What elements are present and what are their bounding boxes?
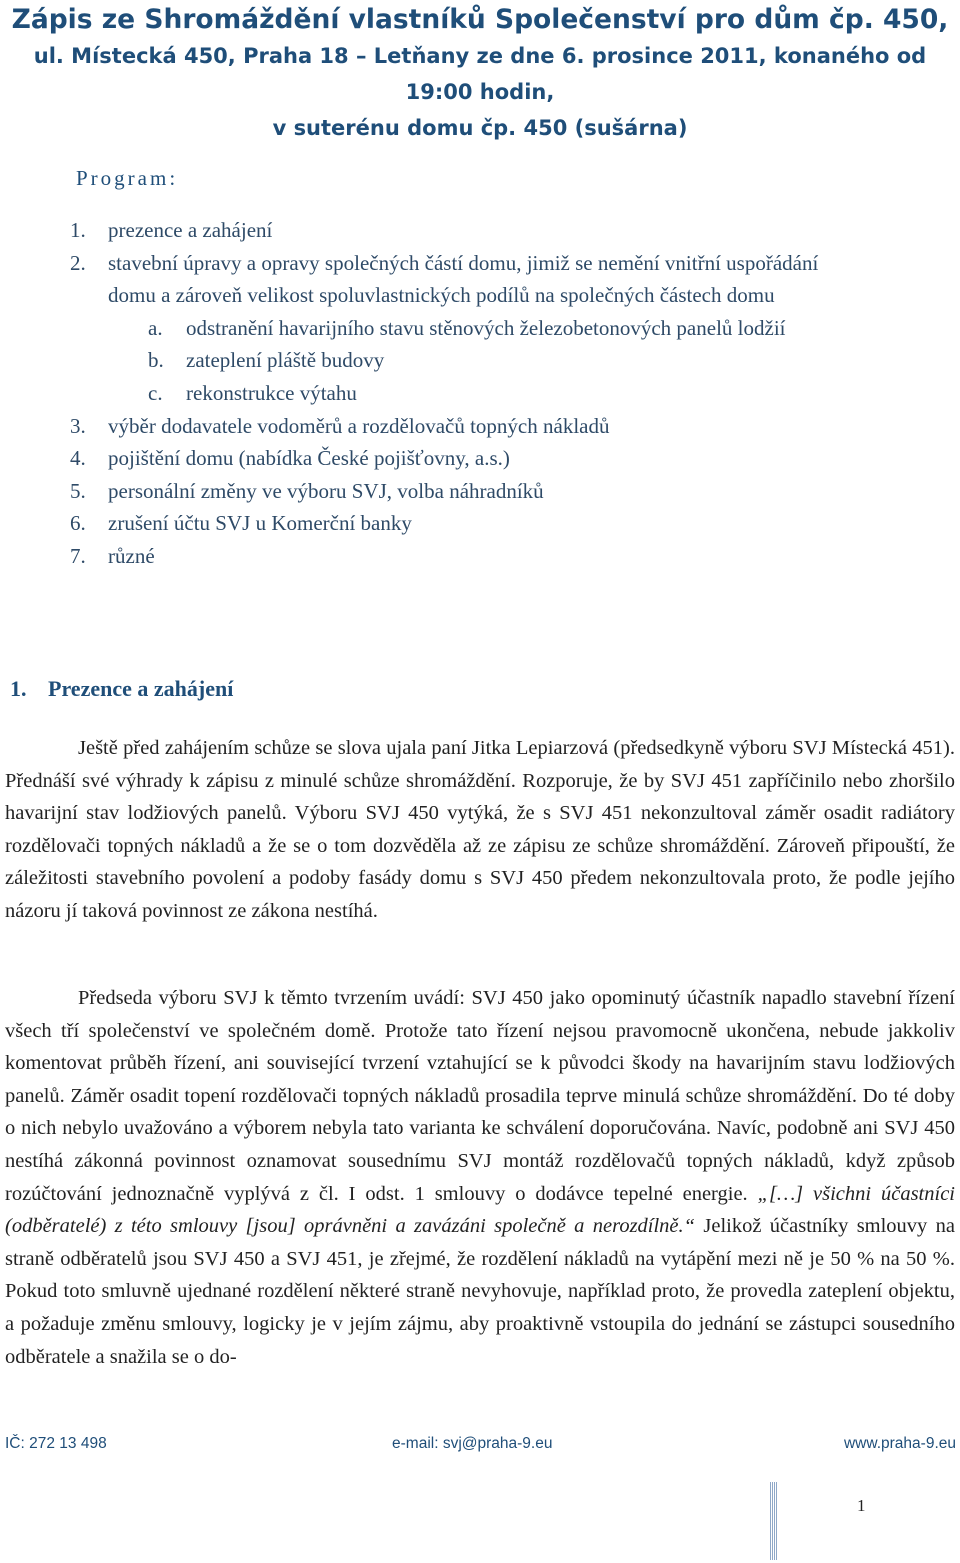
sub-item-letter: a. [148,315,163,340]
sub-item-letter: b. [148,348,164,373]
document-title [0,2,960,146]
item-text: prezence a zahájení [108,218,273,242]
list-item [0,475,960,508]
item-number: 7. [70,543,86,568]
program-label: Program: [76,166,179,190]
title-line-1: Zápis ze Shromáždění vlastníků Společenství pro dům čp. 450, [11,4,949,35]
item-number: 6. [70,511,86,536]
list-item [0,247,960,280]
contract-quote: „[…] všichni účastníci (odběratelé) z této smlouvy [jsou] oprávněni a zavázáni společně a nerozdílně.“ [5,1182,955,1238]
list-item [0,540,960,573]
item-text: výběr dodavatele vodoměrů a rozdělovačů topných nákladů [108,413,610,438]
item-number: 3. [70,413,86,438]
item-number: 1. [70,218,86,242]
paragraph [5,982,955,1373]
agenda-list [0,214,960,573]
item-text: stavební úpravy a opravy společných částí domu, jimiž se nemění vnitřní uspořádání [108,250,819,275]
list-item [0,410,960,443]
list-item [0,442,960,475]
page-number: 1 [857,1496,866,1515]
item-number: 2. [70,250,86,275]
footer-company-id: IČ: 272 13 498 [5,1435,107,1452]
sub-list-item [0,344,960,377]
title-line-2: ul. Místecká 450, Praha 18 – Letňany ze dne 6. prosince 2011, konaného od 19:00 hodin, [33,44,927,104]
list-item-continuation [0,279,960,312]
paragraph-text-part: Předseda výboru SVJ k těmto tvrzením uvádí: SVJ 450 jako opominutý účastník napadlo stavební řízení všech tří společenství ve společném domě. Protože tato řízení nejsou pravomocně ukončena, nebude jakkoliv komentovat průběh řízení, ani související tvrzení vztahující se k původci škody na havarijním stavu lodžiových panelů. Záměr osadit topení rozdělovači topných nákladů prosadila teprve minulá schůze shromáždění. Do té doby o nich nebylo uvažováno a výborem nebyla tato varianta ke schválení doporučována. Navíc, podobně ani SVJ 450 nestíhá zákonná povinnost oznamovat sousednímu SVJ montáž rozdělovačů topných nákladů, když způsob rozúčtování jednoznačně vyplývá z čl. I odst. 1 smlouvy o dodávce tepelné energie. [5,987,955,1205]
section-heading [10,676,233,702]
list-item [0,214,960,247]
margin-marks [770,1482,780,1560]
sub-list-item [0,377,960,410]
paragraph-text-part: Jelikož účastníky smlouvy na straně odběratelů jsou SVJ 450 a SVJ 451, je zřejmé, že rozdělení nákladů na vytápění mezi ně je 50 % na 50 %. Pokud toto smluvně ujednané rozdělení některé straně nevyhovuje, například proto, že provedla zateplení objektu, a požaduje změnu smlouvy, logicky je v jejím zájmu, aby proaktivně vstoupila do jednání se zástupci sousedního odběratele a snažila se o do- [5,1215,955,1368]
sub-item-text: rekonstrukce výtahu [186,380,357,405]
paragraph-text: Ještě před zahájením schůze se slova ujala paní Jitka Lepiarzová (předsedkyně výboru SVJ Místecká 451). Přednáší své výhrady k zápisu z minulé schůze shromáždění. Rozporuje, že by SVJ 451 zapříčinilo nebo zhoršilo havarijní stav lodžiových panelů. Výboru SVJ 450 vytýká, že s SVJ 451 nekonzultoval záměr osadit radiátory rozdělovači topných nákladů a že se o tom dozvěděla až ze zápisu ze schůze shromáždění. Zároveň připouští, že záležitosti stavebního povolení a podoby fasády domu s SVJ 450 předem nekonzultovala proto, že podle jejího názoru jí taková povinnost ze zákona nestíhá. [5,737,955,922]
footer-website: www.praha-9.eu [843,1435,956,1452]
page-footer [0,1435,960,1457]
sub-item-text: zateplení pláště budovy [186,348,385,373]
item-number: 4. [70,446,86,471]
footer-email: e-mail: svj@praha-9.eu [392,1435,553,1452]
paragraph-text [5,982,955,1373]
sub-list-item [0,312,960,345]
item-text-continuation: domu a zároveň velikost spoluvlastnických podílů na společných částech domu [108,283,775,308]
list-item [0,507,960,540]
sub-item-letter: c. [148,380,163,405]
item-text: různé [108,543,155,568]
item-text: personální změny ve výboru SVJ, volba náhradníků [108,478,544,503]
section-number: 1. [10,676,27,701]
section-title: Prezence a zahájení [48,676,234,701]
title-line-3: v suterénu domu čp. 450 (sušárna) [272,116,688,140]
paragraph [5,732,955,928]
item-number: 5. [70,478,86,503]
item-text: pojištění domu (nabídka České pojišťovny, a.s.) [108,446,510,471]
sub-item-text: odstranění havarijního stavu stěnových železobetonových panelů lodžií [186,315,786,340]
item-text: zrušení účtu SVJ u Komerční banky [108,511,412,536]
